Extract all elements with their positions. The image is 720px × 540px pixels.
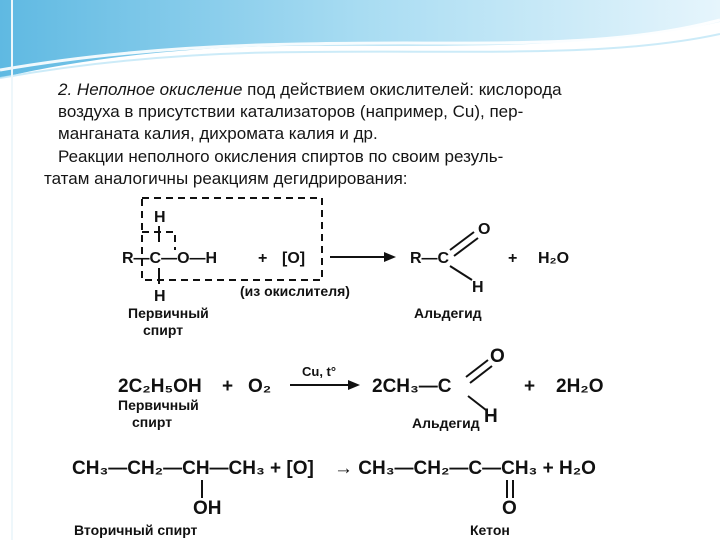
reaction-3 [72,458,596,538]
r1-product: R—C [410,250,450,267]
r1-product-h: H [472,279,484,296]
r3-reactant: CH₃—CH₂—CH—CH₃ + [O] [72,458,314,479]
r3-reactant-oh: OH [193,498,222,519]
r1-product-o: O [478,221,491,238]
r3-product-o: O [502,498,517,519]
r3-product-caption: Кетон [470,522,510,538]
reaction-2 [118,346,604,431]
r2-conditions: Cu, t° [302,364,337,379]
r1-water: H₂O [538,250,570,267]
r2-caption-2: спирт [132,414,173,430]
r3-reactant-caption: Вторичный спирт [74,522,198,538]
r3-arrow-product: → CH₃—CH₂—C—CH₃ + H₂O [334,458,596,479]
r1-plus-2: + [508,250,518,267]
r2-product-h: H [484,406,498,427]
r1-caption-2: спирт [143,322,184,338]
text-line-4: Реакции неполного окисления спиртов по своим резуль- [58,147,504,166]
r2-plus-1: + [222,376,234,397]
r1-oxidant-note: (из окислителя) [240,283,350,299]
r1-caption-1: Первичный [128,305,209,321]
reaction-1 [122,198,569,338]
r2-water: 2H₂O [556,376,604,397]
r2-oxygen: O₂ [248,376,272,397]
r1-reactant: R—C—O—H [122,250,218,267]
text-line-5: татам аналогичны реакциям дегидрирования: [44,169,408,188]
text-line-3: манганата калия, дихромата калия и др. [58,124,378,143]
r2-reactant: 2C₂H₅OH [118,376,202,397]
r2-caption-1: Первичный [118,397,199,413]
r1-top-h: H [154,209,166,226]
item-heading: 2. Неполное окисление [58,80,243,99]
text-line-2: воздуха в присутствии катализаторов (например, Cu), пер- [58,102,524,121]
r1-product-caption: Альдегид [414,305,482,321]
r1-bottom-h: H [154,288,166,305]
r2-product-o: O [490,346,505,367]
r1-plus-1: + [258,250,268,267]
r2-plus-2: + [524,376,536,397]
text-line-1: 2. Неполное окисление под действием окислителей: кислорода [58,80,562,99]
r2-product: 2CH₃—C [372,376,452,397]
dashed-box [142,198,322,280]
r2-product-caption: Альдегид [412,415,480,431]
r1-oxidant: [O] [282,250,306,267]
